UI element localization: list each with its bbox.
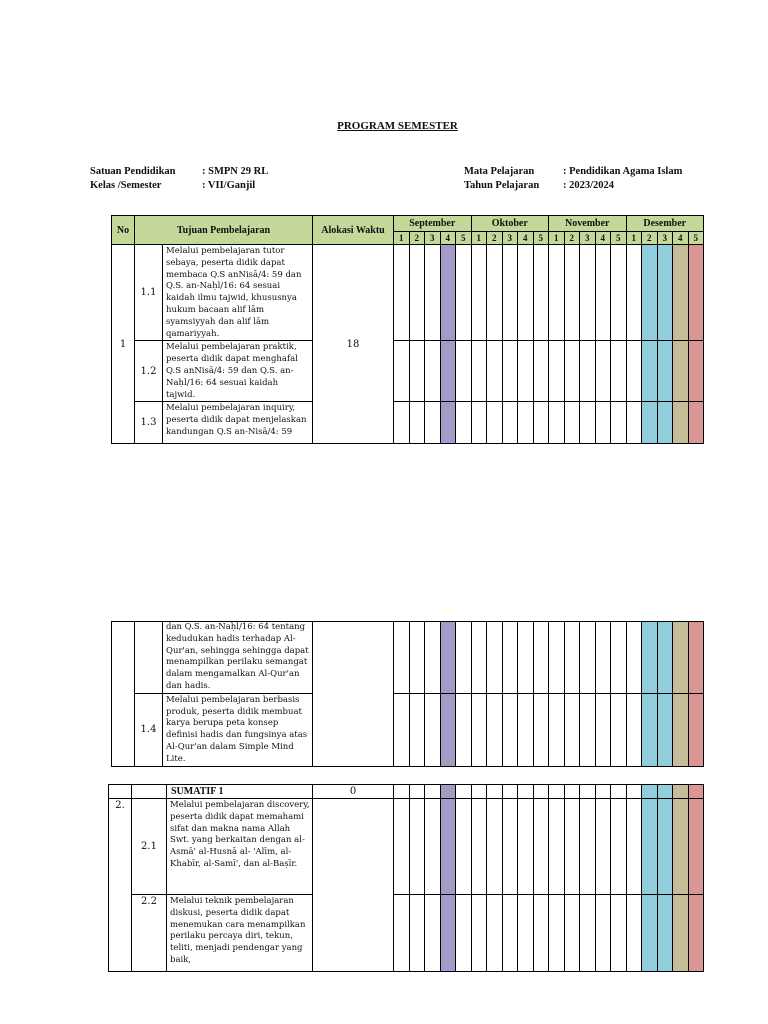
- header-tujuan: Tujuan Pembelajaran: [135, 216, 313, 245]
- header-week: 5: [533, 232, 549, 245]
- highlight-cell: [642, 785, 658, 799]
- highlight-cell: [688, 245, 704, 341]
- semester-table-part2: [111, 621, 704, 767]
- table-row: [112, 341, 704, 402]
- sumatif-alokasi: 0: [313, 785, 394, 799]
- sub-number: [135, 622, 163, 694]
- alokasi-value: 18: [313, 245, 394, 444]
- header-week: 1: [626, 232, 642, 245]
- info-value-mapel: : Pendidikan Agama Islam: [563, 166, 683, 177]
- info-label-tahun: Tahun Pelajaran: [464, 180, 540, 191]
- highlight-cell: [440, 799, 456, 895]
- highlight-cell: [440, 622, 456, 694]
- objective-text: Melalui pembelajaran praktik, peserta didik dapat menghafal Q.S anNisā/4: 59 dan Q.S. an-Naḥl/16: 64 sesuai kaidah tajwid.: [163, 341, 313, 402]
- highlight-cell: [673, 622, 689, 694]
- header-month-oktober: Oktober: [471, 216, 549, 232]
- highlight-cell: [657, 402, 673, 444]
- highlight-cell: [673, 245, 689, 341]
- header-week: 4: [673, 232, 689, 245]
- header-week: 5: [688, 232, 704, 245]
- header-alokasi: Alokasi Waktu: [313, 216, 394, 245]
- highlight-cell: [673, 799, 689, 895]
- header-week: 5: [611, 232, 627, 245]
- header-week: 3: [502, 232, 518, 245]
- highlight-cell: [688, 693, 704, 766]
- highlight-cell: [440, 785, 456, 799]
- highlight-cell: [673, 895, 689, 972]
- header-month-desember: Desember: [626, 216, 704, 232]
- highlight-cell: [440, 402, 456, 444]
- header-no: No: [112, 216, 135, 245]
- info-label-mapel: Mata Pelajaran: [464, 166, 535, 177]
- sub-number: 1.3: [135, 402, 163, 444]
- page-title: PROGRAM SEMESTER: [337, 120, 458, 132]
- highlight-cell: [657, 622, 673, 694]
- objective-text: Melalui pembelajaran tutor sebaya, peserta didik dapat membaca Q.S anNisā/4: 59 dan Q.S. an-Naḥl/16: 64 sesuai kaidah ilmu tajwid, khususnya hukum bacaan alif lām syamsiyyah dan alif lām qamariyyah.: [163, 245, 313, 341]
- header-week: 4: [595, 232, 611, 245]
- highlight-cell: [673, 785, 689, 799]
- highlight-cell: [642, 341, 658, 402]
- objective-text: Melalui pembelajaran berbasis produk, peserta didik membuat karya berupa peta konsep definisi hadis dan fungsinya atas Al-Qur'an dalam Simple Mind Lite.: [163, 693, 313, 766]
- highlight-cell: [688, 785, 704, 799]
- highlight-cell: [657, 693, 673, 766]
- objective-text: Melalui pembelajaran discovery, peserta didik dapat memahami sifat dan makna nama Allah Swt. yang berkaitan dengan al-Asmā' al-Husnā al- 'Alīm, al- Khabīr, al-Samī', dan al-Baṣīr.: [167, 799, 313, 895]
- semester-table-part3: [108, 784, 704, 972]
- highlight-cell: [688, 402, 704, 444]
- highlight-cell: [657, 799, 673, 895]
- sub-number: 2.1: [132, 799, 167, 895]
- highlight-cell: [642, 799, 658, 895]
- info-label-kelas: Kelas /Semester: [90, 180, 162, 191]
- highlight-cell: [642, 402, 658, 444]
- table-row: [109, 895, 704, 972]
- highlight-cell: [688, 622, 704, 694]
- header-week: 1: [394, 232, 410, 245]
- table-row: [112, 622, 704, 694]
- highlight-cell: [673, 693, 689, 766]
- highlight-cell: [440, 341, 456, 402]
- sub-number: 1.4: [135, 693, 163, 766]
- highlight-cell: [642, 895, 658, 972]
- sumatif-row: [109, 785, 704, 799]
- sumatif-label: SUMATIF 1: [167, 785, 313, 799]
- header-week: 1: [471, 232, 487, 245]
- sub-number: 2.2: [132, 895, 167, 972]
- highlight-cell: [673, 402, 689, 444]
- table-row: [109, 799, 704, 895]
- semester-table-part1: [111, 215, 704, 444]
- highlight-cell: [657, 341, 673, 402]
- sub-number: 1.2: [135, 341, 163, 402]
- header-week: 5: [456, 232, 472, 245]
- info-value-tahun: : 2023/2024: [563, 180, 615, 191]
- header-week: 2: [564, 232, 580, 245]
- highlight-cell: [440, 693, 456, 766]
- objective-text: Melalui teknik pembelajaran diskusi, peserta didik dapat menemukan cara menampilkan perilaku percaya diri, tekun, teliti, menjadi pendengar yang baik,: [167, 895, 313, 972]
- objective-text: Melalui pembelajaran inquiry, peserta didik dapat menjelaskan kandungan Q.S an-Nisā/4: 59: [163, 402, 313, 444]
- table-row: [112, 245, 704, 341]
- header-month-november: November: [549, 216, 627, 232]
- highlight-cell: [688, 895, 704, 972]
- highlight-cell: [440, 895, 456, 972]
- table-row: [112, 693, 704, 766]
- header-week: 1: [549, 232, 565, 245]
- highlight-cell: [657, 245, 673, 341]
- highlight-cell: [642, 245, 658, 341]
- header-week: 3: [657, 232, 673, 245]
- header-week: 2: [487, 232, 503, 245]
- row-number: 1: [112, 245, 135, 444]
- highlight-cell: [642, 622, 658, 694]
- info-label-satuan: Satuan Pendidikan: [90, 166, 176, 177]
- header-week: 3: [425, 232, 441, 245]
- highlight-cell: [688, 799, 704, 895]
- highlight-cell: [642, 693, 658, 766]
- highlight-cell: [657, 785, 673, 799]
- header-week: 2: [409, 232, 425, 245]
- highlight-cell: [440, 245, 456, 341]
- table-row: [112, 402, 704, 444]
- sub-number: 1.1: [135, 245, 163, 341]
- info-value-kelas: : VII/Ganjil: [202, 180, 256, 191]
- header-week: 4: [440, 232, 456, 245]
- highlight-cell: [688, 341, 704, 402]
- highlight-cell: [657, 895, 673, 972]
- header-month-september: September: [394, 216, 472, 232]
- header-week: 3: [580, 232, 596, 245]
- row-number: 2.: [109, 799, 132, 972]
- header-week: 4: [518, 232, 534, 245]
- header-week: 2: [642, 232, 658, 245]
- info-value-satuan: : SMPN 29 RL: [202, 166, 269, 177]
- highlight-cell: [673, 341, 689, 402]
- objective-text: dan Q.S. an-Naḥl/16: 64 tentang kedudukan hadis terhadap Al-Qur'an, sehingga sehingga dapat menampilkan perilaku semangat dalam mengamalkan Al-Qur'an dan hadis.: [163, 622, 313, 694]
